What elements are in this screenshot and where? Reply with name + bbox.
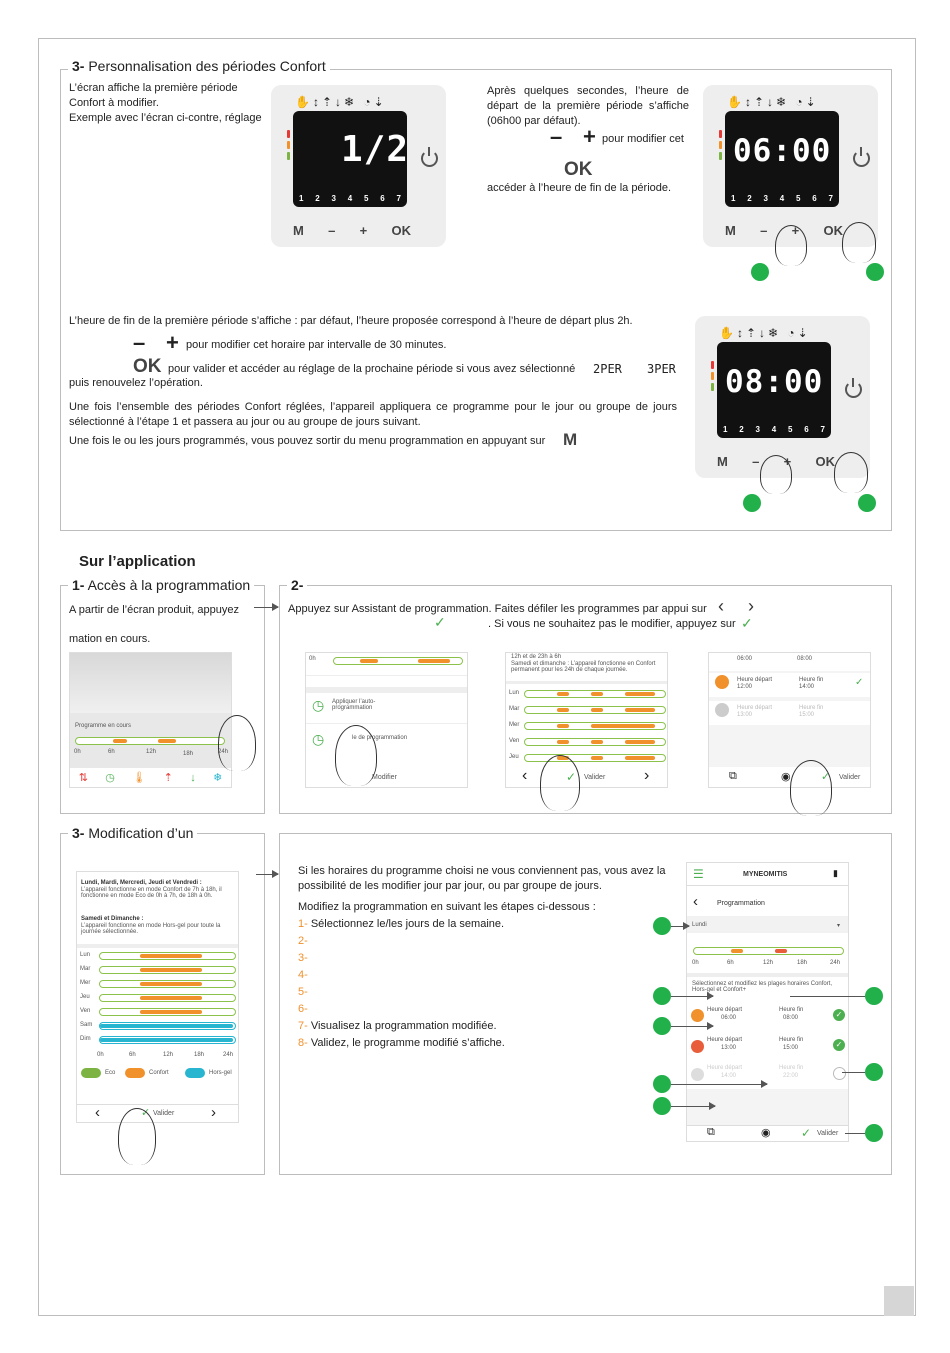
- legend-confort: [125, 1068, 145, 1078]
- plus-button[interactable]: +: [359, 223, 368, 238]
- step-item-5: 5-: [298, 986, 308, 998]
- step-1-title: 1- Accès à la programmation: [68, 577, 254, 593]
- m-button[interactable]: M: [717, 454, 728, 469]
- modify-button[interactable]: Modifier: [372, 774, 397, 781]
- app-screenshot-product: Programme en cours 0h 6h 12h 18h 24h ⇅ ◷ 🌡︎ ⇡ ↓ ❄: [69, 652, 232, 788]
- section-number: 3-: [72, 58, 85, 74]
- start-time-text: Après quelques secondes, l’heure de départ de la première période s’affiche (06h00 par défaut).: [487, 85, 689, 127]
- lcd-value: 08:00: [725, 364, 824, 400]
- chevron-left-icon[interactable]: ‹: [95, 1104, 100, 1121]
- step-3-title: 3- Modification d’un: [68, 825, 197, 841]
- chevron-left-icon[interactable]: ‹: [522, 767, 528, 784]
- empty-circle-icon[interactable]: [833, 1067, 846, 1080]
- step-item-8: 8- Validez, le programme modifié s’affiche.: [298, 1037, 505, 1049]
- callout-dot-8: [865, 1124, 883, 1142]
- lcd-value: 06:00: [733, 133, 832, 169]
- eye-icon[interactable]: ◉: [761, 1127, 771, 1139]
- once-all-text: Une fois l’ensemble des périodes Confort réglées, l’appareil appliquera ce programme pour le jour ou groupe de jours sélectionné à l’étape 1 et passera au jour ou au groupe de jours suivant.: [69, 401, 677, 428]
- chevron-right-icon[interactable]: ›: [748, 596, 754, 616]
- day-select[interactable]: Lundi: [692, 922, 707, 928]
- intro-line-1: L’écran affiche la première période: [69, 82, 238, 94]
- ok-validate-text: pour valider et accéder au réglage de la prochaine période si vous avez sélectionné: [168, 363, 576, 375]
- hand-illustration: [540, 755, 580, 811]
- chevron-right-icon[interactable]: ›: [644, 767, 650, 784]
- validate-button[interactable]: Valider: [153, 1110, 175, 1117]
- menu-icon[interactable]: ☰: [693, 867, 704, 881]
- validate-button[interactable]: Valider: [584, 774, 606, 781]
- thermometer-icon: [715, 703, 729, 717]
- arrow-right: [256, 874, 278, 875]
- sun-icon: [715, 675, 729, 689]
- device-buttons: [293, 223, 411, 238]
- mode-icons: ✋↕⇡↓❄ ◔⇣: [295, 95, 387, 109]
- step-2-title: 2-: [287, 577, 307, 593]
- day-indicators: 1 2 3 4 5 6 7: [299, 194, 401, 203]
- intro-line-2: Confort à modifier.: [69, 97, 159, 109]
- screen-title: Programmation: [717, 900, 765, 907]
- thermometer-icon: [691, 1068, 704, 1081]
- program-label: Programme en cours: [75, 723, 132, 729]
- chevron-left-icon[interactable]: ‹: [718, 596, 724, 616]
- app-screenshot-days: 12h et de 23h à 6h Samedi et dimanche : L’appareil fonctionne en Confort permanent pour les 24h de chaque journée. Lun Mar Mer Ven Jeu ‹ ✓ Valider ›: [505, 652, 668, 788]
- program-assistant-label[interactable]: le de programmation: [352, 735, 408, 741]
- step-item-7: 7- Visualisez la programmation modifiée.: [298, 1020, 497, 1032]
- check-icon: ✓: [801, 1126, 812, 1140]
- power-icon[interactable]: [845, 381, 862, 398]
- thermometer-icon[interactable]: 🌡︎: [132, 772, 147, 784]
- lcd-screen: [717, 342, 831, 438]
- step-item-6: 6-: [298, 1003, 308, 1015]
- status-leds: [719, 130, 722, 163]
- step-item-4: 4-: [298, 969, 308, 981]
- hand-illustration: [335, 725, 377, 786]
- section-title: Personnalisation des périodes Confort: [88, 58, 326, 74]
- hand-illustration: [218, 715, 256, 771]
- check-icon: ✓: [741, 615, 753, 631]
- hand-illustration: [842, 222, 876, 263]
- step-marker-dot: [751, 263, 769, 281]
- callout-dot-3: [653, 1017, 671, 1035]
- apply-auto-label[interactable]: Appliquer l’auto-programmation: [332, 699, 376, 711]
- status-leds: [711, 361, 714, 394]
- check-icon[interactable]: ✓: [855, 677, 864, 688]
- per3-symbol: 3PER: [647, 362, 676, 376]
- step-item-3: 3-: [298, 952, 308, 964]
- validate-button[interactable]: Valider: [839, 774, 861, 781]
- ok-symbol: OK: [133, 356, 162, 377]
- callout-dot-6: [865, 987, 883, 1005]
- minus-button[interactable]: –: [760, 223, 768, 238]
- ok-button[interactable]: OK: [815, 454, 835, 469]
- check-icon: ✓: [566, 770, 577, 784]
- step-1-text: A partir de l’écran produit, appuyez: [69, 604, 239, 616]
- end-intro-text: L’heure de fin de la première période s’affiche : par défaut, l’heure proposée correspond à l’heure de départ plus 2h.: [69, 315, 633, 327]
- chevron-down-icon[interactable]: ▾: [837, 923, 841, 929]
- thermometer-low-icon[interactable]: ↓: [190, 771, 196, 784]
- minus-button[interactable]: –: [328, 223, 336, 238]
- app-screenshot-times: 06:00 08:00 Heure départ 12:00 Heure fin 14:00 ✓ Heure départ 13:00 Heure fin 15:00 ⧉ ◉ ✓ Valider: [708, 652, 871, 788]
- chevron-right-icon[interactable]: ›: [211, 1104, 216, 1121]
- plus-symbol: +: [166, 330, 179, 355]
- mode-icons: ✋↕⇡↓❄ ◔⇣: [719, 326, 811, 340]
- check-circle-icon[interactable]: ✓: [833, 1039, 845, 1051]
- hand-illustration: [760, 455, 792, 494]
- callout-dot-2: [653, 987, 671, 1005]
- clock-icon[interactable]: ◷: [105, 772, 115, 784]
- plus-button[interactable]: +: [783, 454, 792, 469]
- day-indicators: 1 2 3 4 5 6 7: [731, 194, 833, 203]
- copy-icon[interactable]: ⧉: [729, 770, 737, 782]
- modify-paragraph-2: Modifiez la programmation en suivant les étapes ci-dessous :: [298, 901, 596, 913]
- thermostat-device-1: [271, 85, 446, 247]
- m-symbol: M: [563, 430, 578, 449]
- program-bar: [75, 737, 225, 745]
- auto-program-icon: ◷: [312, 697, 325, 713]
- app-screenshot-programmation: ☰ MYNEOMITIS ▮ ‹ Programmation Lundi ▾ 0h 6h 12h 18h 24h Sélectionnez et modifiez les plages horaires Confort, Hors-gel et Confort+ Heure départ 06:00 Heure fin 08:00 ✓ Heure départ 13:00 Heure fin 15:00 ✓ Heure départ 14:00 Heure fin 22:00 ⧉ ◉ ✓ Valider: [686, 862, 849, 1142]
- callout-dot-4: [653, 1075, 671, 1093]
- check-circle-icon[interactable]: ✓: [833, 1009, 845, 1021]
- step-2-text: Appuyez sur Assistant de programmation. Faites défiler les programmes par appui sur: [288, 603, 707, 615]
- thermometer-plus-icon[interactable]: ⇡: [163, 772, 173, 784]
- ok-button[interactable]: OK: [823, 223, 843, 238]
- app-screenshot-assistant: 0h ◷ Appliquer l’auto-programmation ◷ le de programmation Modifier: [305, 652, 468, 788]
- hand-illustration: [775, 225, 807, 266]
- lcd-value: 1/2: [341, 129, 410, 170]
- lcd-screen: [725, 111, 839, 207]
- legend-eco: [81, 1068, 101, 1078]
- step-2-text-2: . Si vous ne souhaitez pas le modifier, appuyez sur: [488, 618, 736, 630]
- page-number-box: [884, 1286, 914, 1316]
- renew-text: puis renouvelez l’opération.: [69, 377, 203, 389]
- copy-icon[interactable]: ⧉: [707, 1126, 715, 1138]
- minus-symbol: –: [133, 330, 146, 355]
- once-days-text: Une fois le ou les jours programmés, vous pouvez sortir du menu programmation en appuyant sur: [69, 435, 546, 447]
- modify-text: pour modifier cet: [602, 133, 684, 145]
- eye-icon[interactable]: ◉: [781, 771, 791, 783]
- step-1-text-2: mation en cours.: [69, 633, 151, 645]
- plus-symbol: +: [583, 124, 596, 149]
- ok-symbol: OK: [564, 159, 593, 180]
- hand-illustration: [790, 760, 832, 816]
- flame-icon: [691, 1040, 704, 1053]
- check-icon: ✓: [141, 1107, 151, 1119]
- callout-dot-1: [653, 917, 671, 935]
- validate-button[interactable]: Valider: [817, 1130, 839, 1137]
- app-heading: Sur l’application: [79, 553, 196, 570]
- snowflake-icon[interactable]: ❄: [213, 772, 223, 784]
- day-indicators: 1 2 3 4 5 6 7: [723, 425, 825, 434]
- callout-dot-5: [653, 1097, 671, 1115]
- check-icon: ✓: [821, 771, 831, 783]
- plus-button[interactable]: +: [791, 223, 800, 238]
- step-item-1: 1- Sélectionnez le/les jours de la semaine.: [298, 918, 505, 930]
- assistant-icon: ◷: [312, 731, 325, 747]
- sun-icon: [691, 1009, 704, 1022]
- m-button[interactable]: M: [725, 223, 736, 238]
- lcd-screen: [293, 111, 410, 207]
- power-icon[interactable]: [853, 150, 870, 167]
- mode-icons: ✋↕⇡↓❄ ◔⇣: [727, 95, 819, 109]
- minus-symbol: –: [550, 124, 563, 149]
- hand-illustration: [118, 1108, 156, 1165]
- hand-illustration: [834, 452, 868, 493]
- arrow-right: [254, 607, 278, 608]
- section-3-title: [68, 58, 330, 74]
- minus-button[interactable]: –: [752, 454, 760, 469]
- per2-symbol: 2PER: [593, 362, 622, 376]
- app-screenshot-program-week: Lundi, Mardi, Mercredi, Jeudi et Vendredi : L’appareil fonctionne en mode Confort de 7h à 18h, il fonctionne en mode Eco de 0h à 7h, de 18h à 0h. Samedi et Dimanche : L’appareil fonctionne en mode Hors-gel pour toute la journée sélectionnée. Lun Mar Mer Jeu Ven Sam Dim 0h 6h 12h 18h 24h Eco Confort Hors-gel ‹ ✓ Valider ›: [76, 871, 239, 1123]
- step-marker-dot: [858, 494, 876, 512]
- modify-paragraph-1: Si les horaires du programme choisi ne vous conviennent pas, vous avez la possibilité de les modifier jour par jour, ou par groupe de jours.: [298, 865, 666, 892]
- check-icon: ✓: [434, 614, 446, 630]
- access-end-text: accéder à l’heure de fin de la période.: [487, 182, 672, 194]
- callout-dot-7: [865, 1063, 883, 1081]
- m-button[interactable]: M: [293, 223, 304, 238]
- step-item-2: 2-: [298, 935, 308, 947]
- brand-label: MYNEOMITIS: [743, 871, 788, 878]
- back-icon[interactable]: ‹: [693, 893, 698, 910]
- intro-line-3: Exemple avec l’écran ci-contre, réglage: [69, 112, 262, 124]
- heat-icon[interactable]: ⇅: [78, 772, 88, 784]
- bottom-toolbar: [70, 768, 231, 787]
- blurred-header: [70, 653, 231, 713]
- book-icon[interactable]: ▮: [833, 868, 838, 878]
- ok-button[interactable]: OK: [391, 223, 411, 238]
- power-icon[interactable]: [421, 150, 438, 167]
- step-marker-dot: [866, 263, 884, 281]
- step-marker-dot: [743, 494, 761, 512]
- legend-horsgel: [185, 1068, 205, 1078]
- status-leds: [287, 130, 290, 163]
- modify-30-text: pour modifier cet horaire par intervalle de 30 minutes.: [186, 339, 447, 351]
